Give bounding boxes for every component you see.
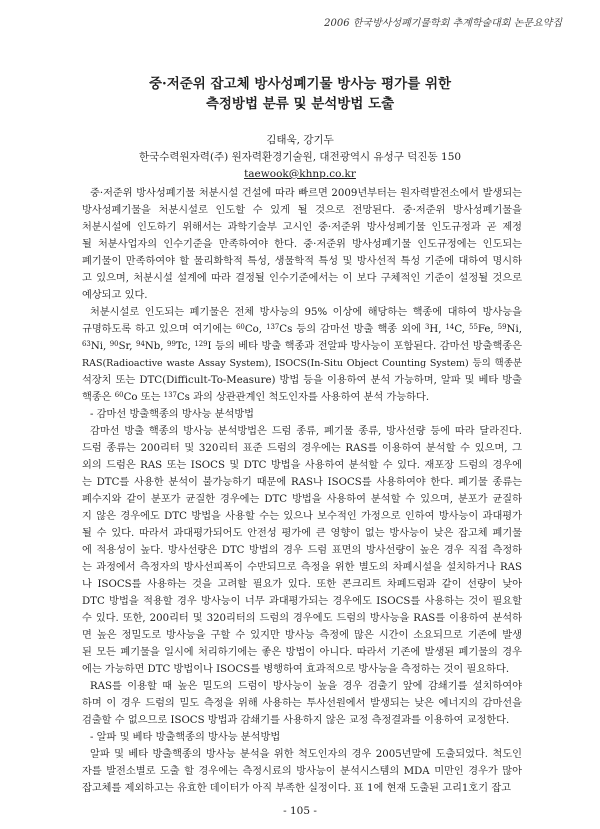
paragraph: [82, 678, 522, 729]
text-line: [82, 321, 522, 338]
text-run: Co 또는: [123, 392, 164, 403]
text-line: 될 처분사업자의 인수기준을 만족하여야 한다. 중·저준위 방사성폐기물 인도규정에는 인도되는: [82, 239, 522, 250]
isotope-mass-number: 3: [424, 322, 430, 331]
title-line-2: 측정방법 분류 및 분석방법 도출: [205, 96, 395, 112]
text-line: 에는 가능하면 DTC 방법이나 ISOCS를 병행하여 효과적으로 방사능을 측정하는 것이 필요하다.: [82, 664, 510, 675]
text-run: Cs 과의 상관관계인 척도인자를 사용하여 분석 가능하다.: [176, 392, 430, 403]
text-run: I 등의 베타 방출 핵종과 전알파 방사능이 포함된다. 감마선 방출핵종은: [207, 341, 522, 352]
text-line: 잡고체를 제외하고는 유효한 데이터가 아직 부족한 실정이다. 표 1에 현재 도출된 고리1호기 잡고: [82, 783, 512, 794]
text-line: - 감마선 방출핵종의 방사능 분석방법: [90, 409, 255, 420]
text-line: RAS를 이용할 때 높은 밀도의 드럼이 방사능이 높을 경우 검출기 앞에 감쇄기를 설치하여야: [90, 681, 522, 692]
paragraph: [82, 304, 522, 406]
paragraph: [82, 185, 522, 304]
text-line: [82, 338, 522, 355]
text-line: DTC 방법을 적용할 경우 방사능이 너무 과대평가되는 경우에도 ISOCS를 사용하는 것이 필요할: [82, 596, 522, 607]
isotope-mass-number: 60: [114, 390, 124, 399]
text-run: Fe,: [477, 324, 498, 335]
body-text: [82, 185, 522, 797]
isotope-mass-number: 129: [194, 339, 208, 348]
text-run: 핵종은: [82, 392, 115, 403]
title-line-1: 중·저준위 잡고체 방사성폐기물 방사능 평가를 위한: [148, 76, 452, 92]
isotope-mass-number: 59: [497, 322, 507, 331]
paper-title: [0, 74, 600, 114]
text-line: 감마선 방출 핵종의 방사능 분석방법은 드럼 종류, 폐기물 종류, 방사선량 등에 따라 달라진다.: [90, 426, 522, 437]
isotope-mass-number: 60: [236, 322, 245, 331]
isotope-mass-number: 99: [167, 339, 176, 348]
paragraph: [82, 746, 522, 797]
text-line: 석장치 또는 DTC(Difficult-To-Measure) 방법 등을 이용하여 분석 가능하며, 알파 및 베타 방출: [82, 375, 522, 386]
text-line: 하며 이 경우 드럼의 밀도 측정을 위해 사용하는 투사선원에서 발생되는 낮은 에너지의 감마선을: [82, 698, 522, 709]
section-heading: [82, 406, 522, 423]
text-line: RAS(Radioactive waste Assay System), ISOCS(In-Situ Object Counting System) 등의 핵종분: [82, 358, 522, 369]
text-line: 나 ISOCS를 사용하는 것을 고려할 필요가 있다. 또한 콘크리트 차폐드럼과 같이 선량이 낮아: [82, 579, 522, 590]
author-affiliation: 한국수력원자력(주) 원자력환경기술원, 대전광역시 유성구 덕진동 150: [138, 151, 462, 163]
isotope-mass-number: 90: [109, 339, 119, 348]
text-run: Co,: [244, 324, 267, 335]
text-line: 된 모든 폐기물을 일시에 처리하기에는 좋은 방법이 아니다. 따라서 기존에 발생된 폐기물의 경우: [82, 647, 522, 658]
text-line: 수 있다. 또한, 200리터 및 320리터의 드럼의 경우에도 드럼의 방사능을 RAS를 이용하여 분석하: [82, 613, 522, 624]
text-line: 처분시설에 인도하기 위해서는 과학기술부 고시인 중·저준위 방사성폐기물 인도규정과 곧 제정: [82, 222, 522, 233]
text-line: 방사성폐기물을 처분시설로 인도할 수 있게 될 것으로 전망된다. 중·저준위 방사성폐기물을: [82, 205, 522, 216]
isotope-mass-number: 137: [163, 390, 177, 399]
text-line: 처분시설로 인도되는 폐기물은 전체 방사능의 95% 이상에 해당하는 핵종에 대하여 방사능을: [90, 307, 522, 318]
text-run: Nb,: [144, 341, 168, 352]
isotope-mass-number: 63: [82, 339, 91, 348]
paragraph: [82, 423, 522, 678]
text-line: 알파 및 베타 방출핵종의 방사능 분석을 위한 척도인자의 경우 2005년말에 도출되었다. 척도인: [90, 749, 522, 760]
text-run: 규명하도록 하고 있으며 여기에는: [82, 324, 237, 335]
isotope-mass-number: 137: [266, 322, 280, 331]
running-header: 2006 한국방사성폐기물학회 추계학술대회 논문요약집: [324, 18, 562, 29]
text-run: H,: [429, 324, 446, 335]
text-line: 폐수지와 같이 분포가 균질한 경우에는 DTC 방법을 사용하여 분석할 수 있으며, 분포가 균질하: [82, 494, 522, 505]
author-block: [0, 132, 600, 183]
author-names: 김태욱, 강기두: [266, 134, 334, 146]
text-line: 는 DTC를 사용한 분석이 불가능하기 때문에 RAS나 ISOCS를 사용하여야 한다. 폐기물 종류는: [82, 477, 522, 488]
author-email-line: [0, 166, 600, 183]
page-number: - 105 -: [283, 805, 317, 817]
text-line: 지 않은 경우에도 DTC 방법을 사용할 수는 있으나 보수적인 가정으로 인하여 방사능이 과대평가: [82, 511, 522, 522]
text-run: Ni,: [90, 341, 110, 352]
text-run: Ni,: [506, 324, 522, 335]
text-run: Cs 등의 감마선 방출 핵종 외에: [279, 324, 425, 335]
text-line: 는 과정에서 측정자의 방사선피폭이 수반되므로 측정을 위한 별도의 차폐시설을 설치하거나 RAS: [82, 562, 522, 573]
text-line: 외의 드럼은 RAS 또는 ISOCS 및 DTC 방법을 사용하여 분석할 수 있다. 재포장 드럼의 경우에: [82, 460, 522, 471]
section-heading: [82, 729, 522, 746]
isotope-mass-number: 14: [445, 322, 455, 331]
text-line: 자를 발전소별로 도출 할 경우에는 측정시료의 방사능이 분석시스템의 MDA 미만인 경우가 많아: [82, 766, 522, 777]
isotope-mass-number: 55: [469, 322, 478, 331]
text-line: 예상되고 있다.: [82, 290, 148, 301]
text-line: - 알파 및 베타 방출핵종의 방사능 분석방법: [90, 732, 281, 743]
text-line: 고 있으며, 처분시설 설계에 따라 결정될 인수기준에서는 이 보다 구체적인 기준이 설정될 것으로: [82, 273, 522, 284]
text-line: 검출할 수 없으므로 ISOCS 방법과 감쇄기를 사용하지 않은 교정 측정결과를 이용하여 교정한다.: [82, 715, 510, 726]
text-line: 면 높은 정밀도로 방사능을 구할 수 있지만 방사능 측정에 많은 시간이 소요되므로 기존에 발생: [82, 630, 522, 641]
text-line: 에 적용성이 높다. 방사선량은 DTC 방법의 경우 드럼 표면의 방사선량이 높은 경우 직접 측정하: [82, 545, 522, 556]
isotope-mass-number: 94: [136, 339, 145, 348]
text-line: 폐기물이 만족하여야 할 물리화학적 특성, 생물학적 특성 및 방사선적 특성 기준에 대하여 명시하: [82, 256, 522, 267]
text-line: [82, 389, 522, 406]
text-line: 될 수 있다. 따라서 과대평가되어도 안전성 평가에 큰 영향이 없는 방사능이 낮은 잡고체 폐기물: [82, 528, 522, 539]
text-run: C,: [454, 324, 470, 335]
text-run: Sr,: [118, 341, 137, 352]
text-line: 중·저준위 방사성폐기물 처분시설 건설에 따라 빠르면 2009년부터는 원자력발전소에서 발생되는: [90, 188, 522, 199]
text-line: 드럼 종류는 200리터 및 320리터 표준 드럼의 경우에는 RAS를 이용하여 분석할 수 있으며, 그: [82, 443, 522, 454]
author-email: taewook@khnp.co.kr: [244, 168, 356, 180]
text-run: Tc,: [175, 341, 195, 352]
